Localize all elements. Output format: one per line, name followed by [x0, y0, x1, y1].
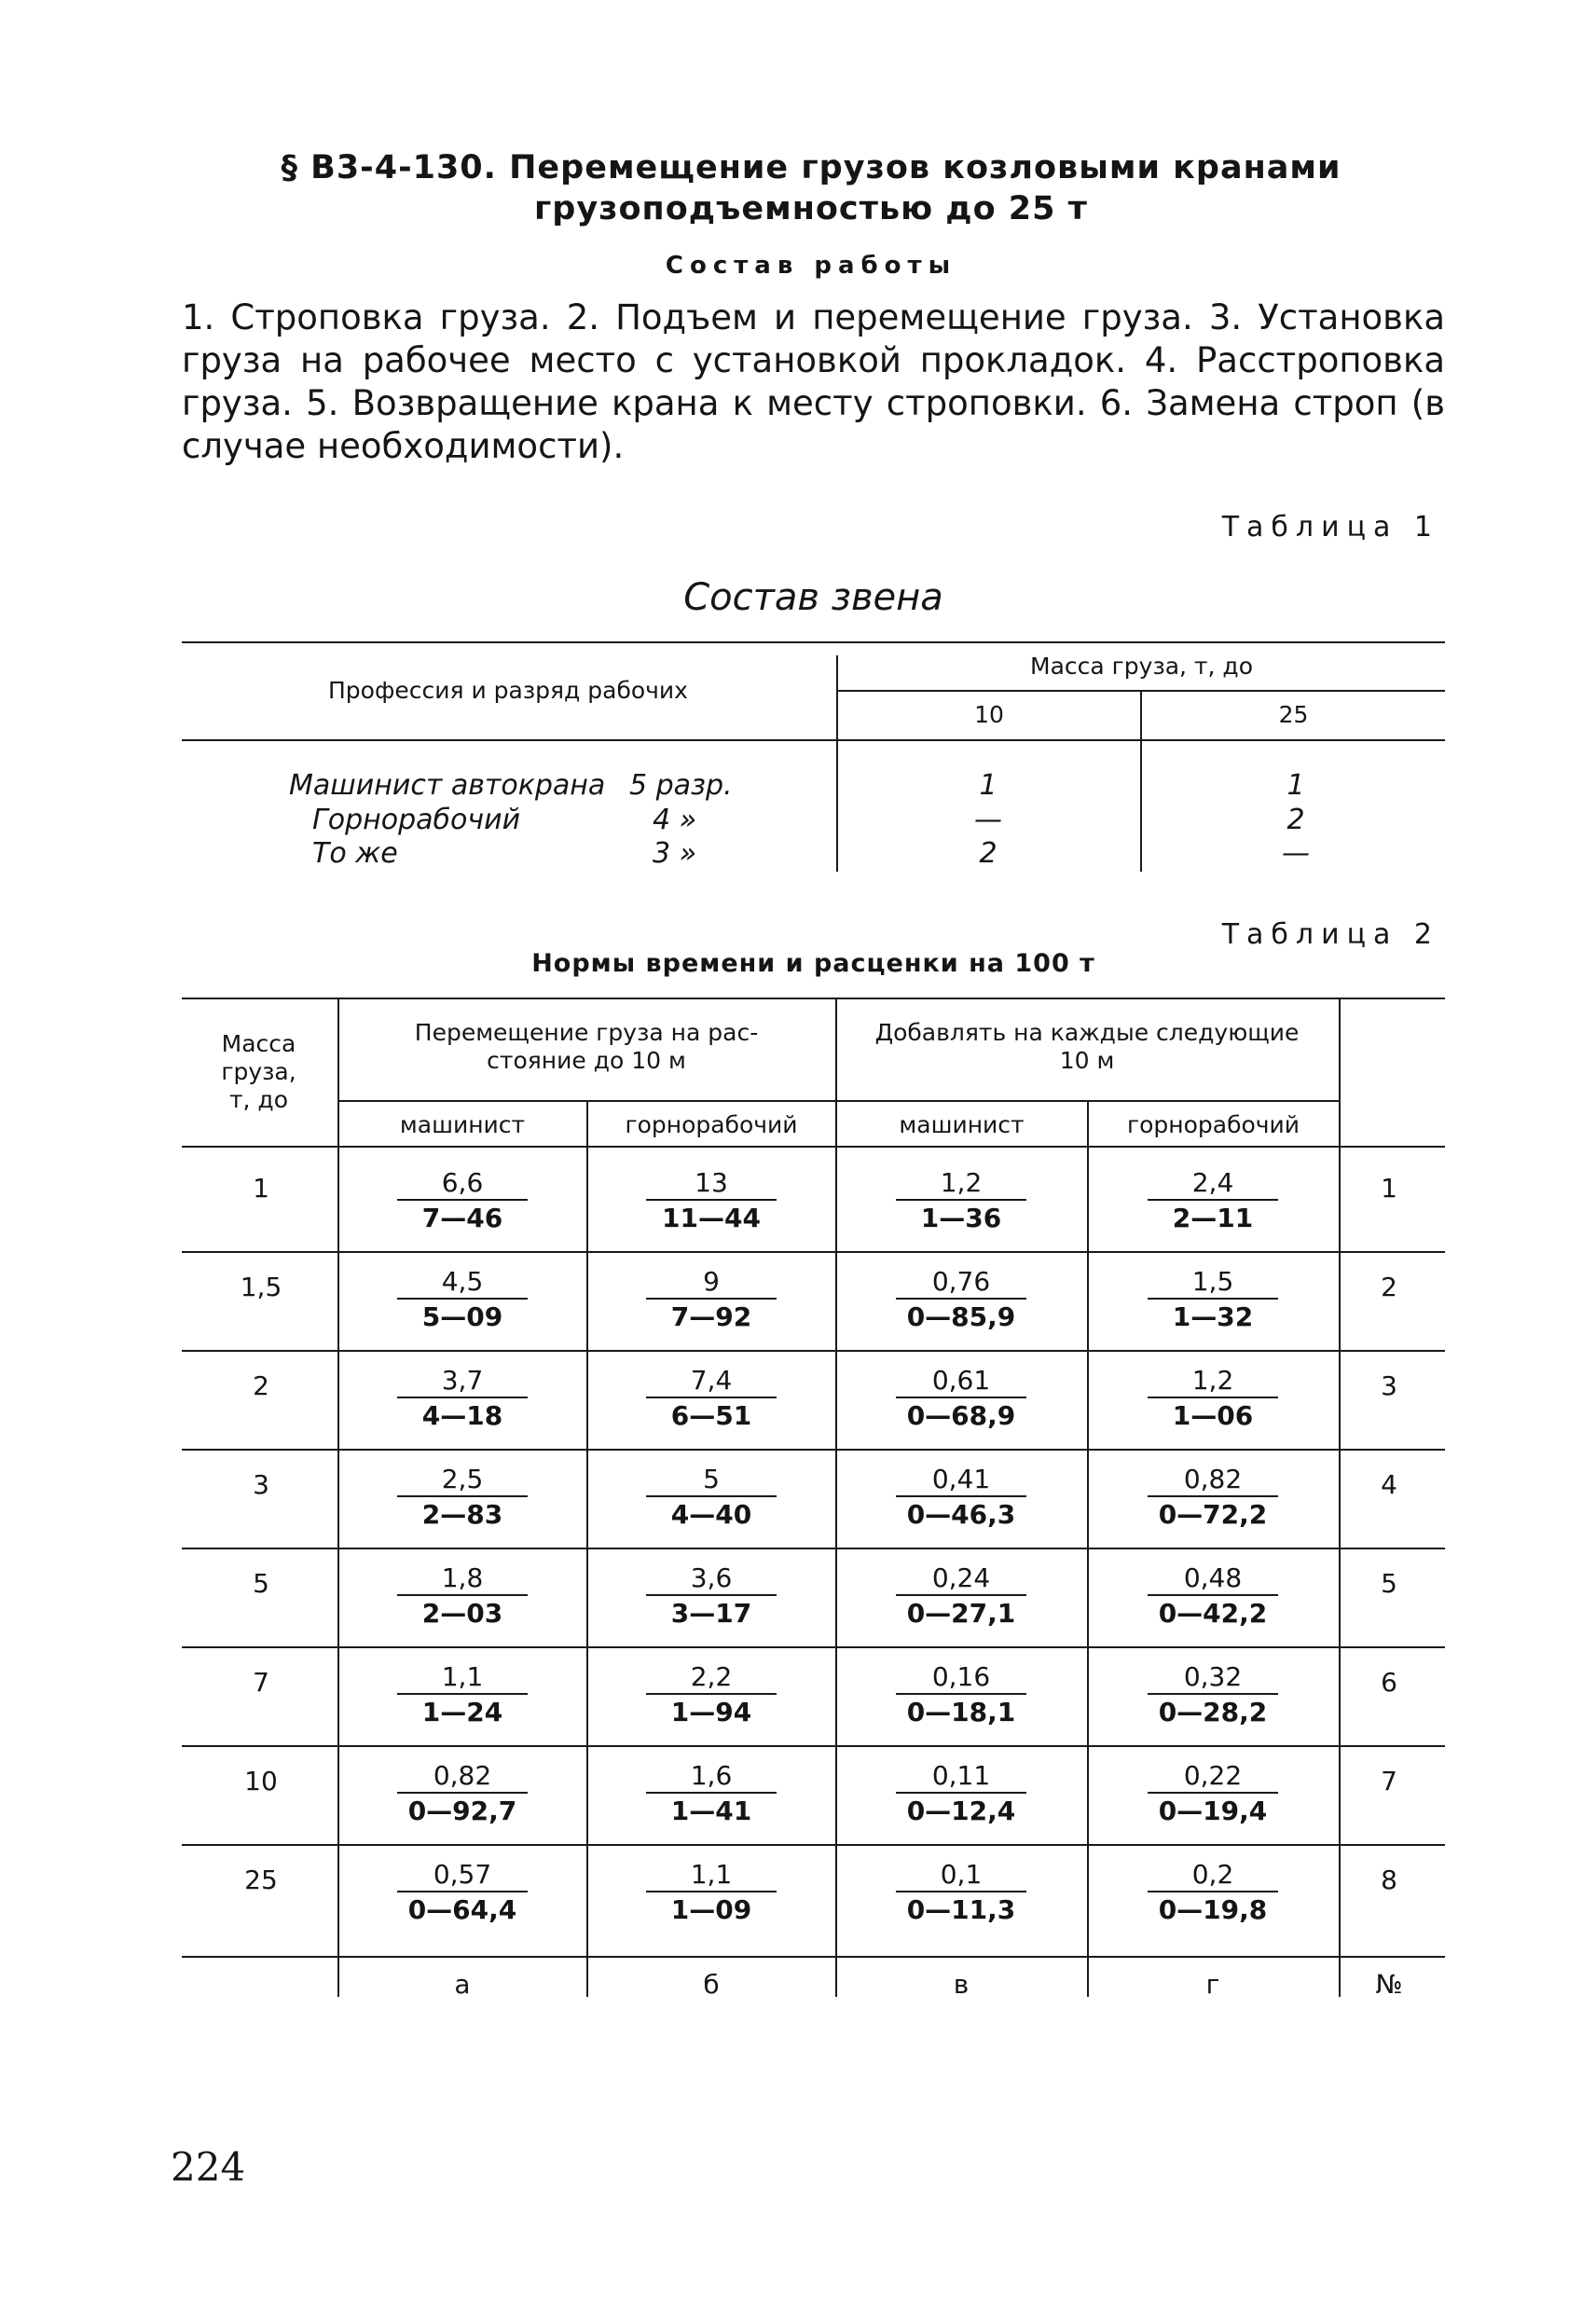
time-norm: 0,82	[397, 1760, 528, 1794]
table2-footer-d: г	[1205, 1969, 1220, 2000]
page-number: 224	[171, 2144, 246, 2190]
rate: 1—41	[670, 1796, 752, 1826]
work-description: 1. Строповка груза. 2. Подъем и перемещение груза. 3. Установка груза на рабочее место с установкой прокладок. 4. Расстроповка груза. 5. Возвращение крана к месту строповки. 6. Замена строп (в случае необходимости).	[182, 297, 1445, 466]
mass-cell: 5	[253, 1568, 269, 1599]
table2-header-mass-l2: груза,	[221, 1058, 296, 1085]
table1-row3-10: 2	[979, 837, 998, 870]
mass-cell: 25	[244, 1865, 278, 1895]
time-norm: 3,6	[646, 1562, 777, 1596]
table1-header-25: 25	[1278, 701, 1309, 728]
table2-footer-a: а	[454, 1969, 471, 2000]
table2-footer-no: №	[1375, 1969, 1403, 2000]
table2-header-mass-l3: т, до	[228, 1086, 289, 1113]
time-norm: 0,48	[1148, 1562, 1278, 1596]
mass-cell: 3	[253, 1469, 269, 1500]
norm-cell-b	[632, 1464, 791, 1533]
table1-row3-profession: То же	[312, 837, 398, 870]
time-norm: 1,6	[646, 1760, 777, 1794]
time-norm: 1,8	[397, 1562, 528, 1596]
table2-label: Таблица 2	[1221, 918, 1439, 951]
table2-row-separator	[182, 1844, 1445, 1846]
norm-cell-c	[882, 1464, 1040, 1533]
rate: 0—18,1	[906, 1697, 1016, 1727]
table2-caption: Нормы времени и расценки на 100 т	[531, 949, 1095, 978]
row-number: 2	[1381, 1272, 1397, 1302]
rate: 2—11	[1172, 1203, 1254, 1233]
norm-cell-b	[632, 1365, 791, 1434]
norm-cell-b	[632, 1760, 791, 1829]
table1-divider-1	[836, 655, 838, 872]
table2-subheader-a: машинист	[399, 1111, 526, 1138]
row-number: 6	[1381, 1667, 1397, 1698]
rate: 4—40	[670, 1499, 752, 1530]
row-number: 7	[1381, 1766, 1397, 1796]
rate: 6—51	[670, 1400, 752, 1431]
rate: 1—24	[421, 1697, 503, 1727]
mass-cell: 1,5	[240, 1272, 282, 1302]
table1-row2-grade: 4 »	[653, 804, 697, 836]
table2-footer-b: б	[703, 1969, 720, 2000]
table2-rule-top	[182, 998, 1445, 999]
table2-header-group1-l2: стояние до 10 м	[487, 1047, 686, 1074]
table1-row2-10: —	[974, 804, 1002, 836]
table1-caption: Состав звена	[683, 576, 943, 619]
section-title-line1: § В3-4-130. Перемещение грузов козловыми кранами	[281, 149, 1341, 186]
rate: 7—46	[421, 1203, 503, 1233]
table2-divider-b	[586, 1102, 588, 1997]
row-number: 4	[1381, 1469, 1397, 1500]
mass-cell: 10	[244, 1766, 278, 1796]
time-norm: 0,11	[896, 1760, 1026, 1794]
rate: 0—11,3	[906, 1894, 1016, 1925]
table1-row3-grade: 3 »	[653, 837, 697, 870]
norm-cell-c	[882, 1661, 1040, 1730]
table1-rule-head-bottom	[182, 739, 1445, 741]
rate: 0—12,4	[906, 1796, 1016, 1826]
time-norm: 0,22	[1148, 1760, 1278, 1794]
table2-rule-head-bottom	[182, 1146, 1445, 1148]
table2-row-separator	[182, 1251, 1445, 1253]
work-heading: Состав работы	[665, 252, 957, 280]
rate: 0—64,4	[407, 1894, 517, 1925]
table1-row1-grade: 5 разр.	[629, 769, 733, 802]
rate: 3—17	[670, 1598, 752, 1629]
rate: 0—68,9	[906, 1400, 1016, 1431]
table2-divider-e	[1339, 999, 1341, 1997]
norm-cell-d	[1134, 1562, 1292, 1631]
time-norm: 7,4	[646, 1365, 777, 1398]
table1-row3-25: —	[1282, 837, 1310, 870]
table2-row-separator	[182, 1449, 1445, 1451]
rate: 1—09	[670, 1894, 752, 1925]
row-number: 3	[1381, 1370, 1397, 1401]
time-norm: 1,2	[896, 1167, 1026, 1201]
table1-rule-top	[182, 641, 1445, 643]
table2-header-group2-l2: 10 м	[1059, 1047, 1115, 1074]
norm-cell-a	[383, 1167, 542, 1236]
rate: 11—44	[662, 1203, 761, 1233]
norm-cell-a	[383, 1365, 542, 1434]
table2-header-mass-l1: Масса	[221, 1030, 296, 1057]
norm-cell-c	[882, 1365, 1040, 1434]
time-norm: 0,2	[1148, 1859, 1278, 1892]
time-norm: 0,24	[896, 1562, 1026, 1596]
rate: 2—83	[421, 1499, 503, 1530]
table2-rule-bottom	[182, 1956, 1445, 1958]
norm-cell-d	[1134, 1167, 1292, 1236]
rate: 1—06	[1172, 1400, 1254, 1431]
rate: 1—94	[670, 1697, 752, 1727]
time-norm: 0,32	[1148, 1661, 1278, 1695]
table2-row-separator	[182, 1350, 1445, 1352]
table2-header-group1-l1: Перемещение груза на рас-	[414, 1019, 759, 1046]
table1-row2-profession: Горнорабочий	[312, 804, 521, 836]
time-norm: 3,7	[397, 1365, 528, 1398]
time-norm: 4,5	[397, 1266, 528, 1300]
time-norm: 1,5	[1148, 1266, 1278, 1300]
norm-cell-a	[383, 1562, 542, 1631]
table2-divider-c	[835, 999, 837, 1997]
mass-cell: 1	[253, 1173, 269, 1204]
table1-row1-10: 1	[979, 769, 998, 802]
rate: 4—18	[421, 1400, 503, 1431]
rate: 0—42,2	[1158, 1598, 1268, 1629]
norm-cell-a	[383, 1661, 542, 1730]
table2-rule-head-mid	[337, 1100, 1341, 1102]
table2-row-separator	[182, 1745, 1445, 1747]
time-norm: 2,4	[1148, 1167, 1278, 1201]
table2-header-group2-l1: Добавлять на каждые следующие	[874, 1019, 1300, 1046]
table2-subheader-d: горнорабочий	[1126, 1111, 1300, 1138]
table2-row-separator	[182, 1548, 1445, 1549]
time-norm: 5	[646, 1464, 777, 1497]
table1-row1-25: 1	[1286, 769, 1305, 802]
time-norm: 0,41	[896, 1464, 1026, 1497]
rate: 0—19,4	[1158, 1796, 1268, 1826]
norm-cell-a	[383, 1859, 542, 1928]
norm-cell-c	[882, 1859, 1040, 1928]
time-norm: 0,1	[896, 1859, 1026, 1892]
norm-cell-d	[1134, 1266, 1292, 1335]
rate: 0—28,2	[1158, 1697, 1268, 1727]
norm-cell-d	[1134, 1760, 1292, 1829]
rate: 5—09	[421, 1301, 503, 1332]
table2-footer-c: в	[953, 1969, 970, 2000]
norm-cell-c	[882, 1266, 1040, 1335]
table2-subheader-c: машинист	[899, 1111, 1025, 1138]
rate: 0—72,2	[1158, 1499, 1268, 1530]
norm-cell-c	[882, 1562, 1040, 1631]
section-title-line2: грузоподъемностью до 25 т	[534, 190, 1088, 227]
norm-cell-b	[632, 1661, 791, 1730]
rate: 1—36	[920, 1203, 1002, 1233]
rate: 0—46,3	[906, 1499, 1016, 1530]
rate: 1—32	[1172, 1301, 1254, 1332]
rate: 0—85,9	[906, 1301, 1016, 1332]
mass-cell: 2	[253, 1370, 269, 1401]
norm-cell-d	[1134, 1661, 1292, 1730]
norm-cell-c	[882, 1760, 1040, 1829]
norm-cell-d	[1134, 1464, 1292, 1533]
table1-header-profession: Профессия и разряд рабочих	[328, 677, 688, 704]
table2-subheader-b: горнорабочий	[625, 1111, 798, 1138]
time-norm: 2,5	[397, 1464, 528, 1497]
table2-row-separator	[182, 1646, 1445, 1648]
time-norm: 0,82	[1148, 1464, 1278, 1497]
norm-cell-a	[383, 1464, 542, 1533]
row-number: 1	[1381, 1173, 1397, 1204]
time-norm: 2,2	[646, 1661, 777, 1695]
table1-header-mass: Масса груза, т, до	[1030, 653, 1253, 680]
time-norm: 0,57	[397, 1859, 528, 1892]
time-norm: 0,16	[896, 1661, 1026, 1695]
rate: 0—19,8	[1158, 1894, 1268, 1925]
rate: 7—92	[670, 1301, 752, 1332]
time-norm: 9	[646, 1266, 777, 1300]
time-norm: 1,1	[646, 1859, 777, 1892]
mass-cell: 7	[253, 1667, 269, 1698]
row-number: 8	[1381, 1865, 1397, 1895]
rate: 2—03	[421, 1598, 503, 1629]
norm-cell-d	[1134, 1365, 1292, 1434]
norm-cell-a	[383, 1760, 542, 1829]
time-norm: 0,76	[896, 1266, 1026, 1300]
table2-divider-d	[1087, 1102, 1089, 1997]
norm-cell-b	[632, 1266, 791, 1335]
norm-cell-c	[882, 1167, 1040, 1236]
table2-divider-a	[337, 999, 339, 1997]
time-norm: 1,1	[397, 1661, 528, 1695]
norm-cell-b	[632, 1562, 791, 1631]
table1-label: Таблица 1	[1221, 511, 1439, 544]
time-norm: 6,6	[397, 1167, 528, 1201]
norm-cell-d	[1134, 1859, 1292, 1928]
time-norm: 13	[646, 1167, 777, 1201]
norm-cell-b	[632, 1167, 791, 1236]
row-number: 5	[1381, 1568, 1397, 1599]
rate: 0—92,7	[407, 1796, 517, 1826]
norm-cell-a	[383, 1266, 542, 1335]
norm-cell-b	[632, 1859, 791, 1928]
rate: 0—27,1	[906, 1598, 1016, 1629]
table1-row1-profession: Машинист автокрана	[289, 769, 606, 802]
table1-header-10: 10	[974, 701, 1004, 728]
time-norm: 1,2	[1148, 1365, 1278, 1398]
time-norm: 0,61	[896, 1365, 1026, 1398]
table1-row2-25: 2	[1286, 804, 1305, 836]
